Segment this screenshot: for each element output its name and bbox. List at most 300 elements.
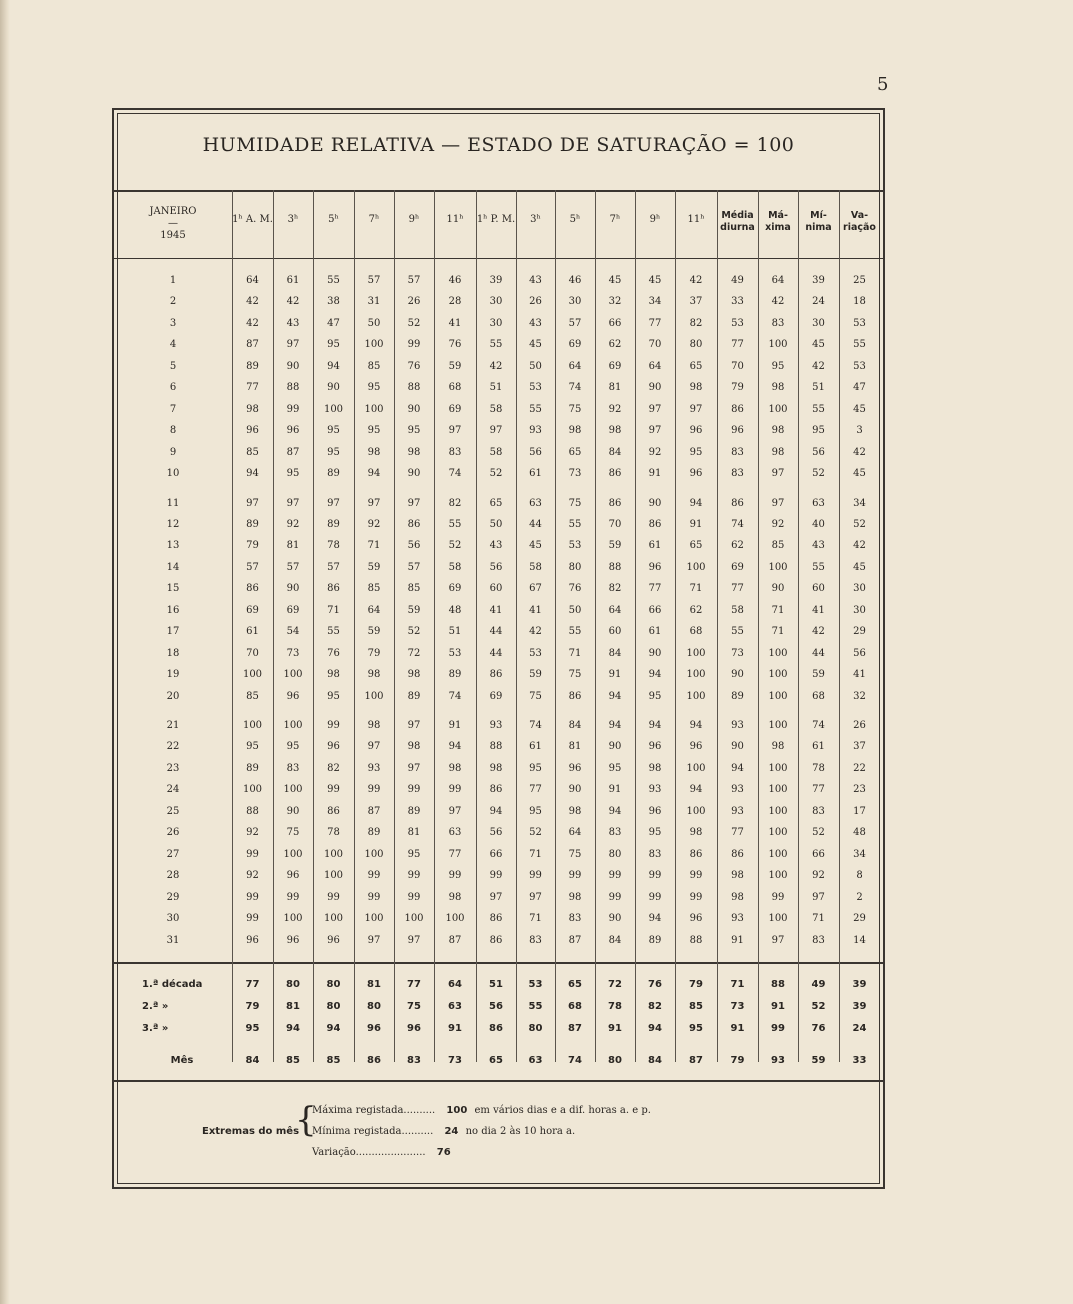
table-cell: 68 (812, 690, 825, 702)
table-cell: 94 (689, 784, 703, 796)
table-cell: 45 (853, 468, 866, 480)
table-cell: 78 (812, 762, 825, 774)
table-cell: 44 (812, 647, 825, 659)
table-cell: 95 (246, 741, 259, 753)
column-header-text: 9ʰ (408, 214, 420, 225)
table-cell: 99 (648, 891, 662, 903)
table-cell: 98 (367, 446, 381, 458)
summary-cell: 99 (771, 1023, 785, 1034)
table-cell: 100 (686, 805, 706, 817)
table-cell: 99 (448, 870, 462, 882)
summary-cell: 83 (407, 1055, 421, 1066)
table-cell: 83 (448, 446, 462, 458)
table-cell: 95 (648, 690, 662, 702)
column-header (516, 214, 555, 226)
table-cell: 82 (327, 762, 340, 774)
table-cell: 96 (648, 741, 662, 753)
table-cell: 74 (812, 720, 825, 731)
table-cell: 93 (731, 720, 744, 731)
table-cell: 74 (448, 468, 462, 480)
table-cell: 97 (407, 720, 421, 731)
table-cell: 100 (768, 669, 788, 681)
table-cell: 94 (608, 720, 622, 731)
table-cell: 79 (731, 382, 744, 394)
table-cell: 95 (407, 425, 421, 437)
column-header-text: 11ʰ (687, 214, 705, 225)
table-cell: 92 (648, 446, 662, 458)
table-cell: 77 (731, 339, 744, 351)
table-cell: 100 (283, 913, 303, 925)
table-cell: 41 (529, 604, 542, 616)
table-cell: 96 (731, 425, 744, 437)
table-cell: 99 (608, 891, 622, 903)
table-cell: 53 (853, 317, 866, 329)
table-cell: 97 (367, 741, 381, 753)
table-cell: 100 (768, 690, 788, 702)
table-cell: 100 (768, 403, 788, 415)
extremes-label-text: Extremas do mês (202, 1126, 300, 1137)
table-cell: 98 (568, 891, 582, 903)
summary-cell: 73 (730, 1001, 745, 1012)
table-cell: 92 (771, 518, 785, 530)
table-cell: 95 (648, 827, 662, 839)
summary-cell: 59 (811, 1055, 826, 1066)
table-cell: 84 (608, 446, 622, 458)
table-cell: 79 (367, 647, 381, 659)
table-cell: 81 (407, 827, 421, 839)
header-divider (114, 258, 883, 259)
column-header-text: Má- xima (765, 210, 791, 233)
table-cell: 100 (364, 403, 384, 415)
table-cell: 54 (286, 626, 300, 638)
summary-label: 2.ª » (142, 1001, 169, 1012)
table-cell: 55 (812, 561, 825, 573)
summary-cell: 76 (648, 979, 662, 990)
table-cell: 94 (689, 720, 703, 731)
table-cell: 98 (367, 720, 381, 731)
table-cell: 90 (407, 403, 421, 415)
table-cell: 57 (407, 561, 421, 573)
var-label: Variação...................... (312, 1147, 426, 1158)
table-cell: 99 (407, 891, 421, 903)
table-cell: 62 (731, 540, 744, 552)
table-cell: 100 (323, 870, 344, 882)
table-cell: 56 (407, 540, 421, 552)
table-cell: 93 (731, 805, 744, 817)
table-cell: 67 (529, 583, 542, 595)
summary-cell: 85 (286, 1055, 300, 1066)
column-header (434, 214, 476, 226)
table-cell: 45 (853, 403, 866, 415)
table-cell: 87 (568, 934, 582, 946)
summary-cell: 95 (689, 1023, 703, 1034)
table-cell: 57 (327, 561, 340, 573)
table-cell: 43 (529, 275, 542, 286)
table-cell: 95 (407, 848, 421, 860)
table-cell: 23 (853, 784, 866, 796)
table-cell: 77 (731, 827, 744, 839)
day-label: 10 (166, 468, 180, 480)
table-cell: 88 (286, 382, 300, 394)
summary-cell: 80 (326, 1001, 341, 1012)
table-cell: 95 (367, 425, 381, 437)
table-cell: 89 (407, 805, 421, 817)
table-cell: 58 (448, 561, 462, 573)
table-cell: 97 (286, 339, 300, 351)
table-cell: 97 (407, 497, 421, 509)
table-cell: 61 (246, 626, 259, 638)
table-cell: 22 (853, 762, 866, 774)
table-cell: 100 (283, 784, 303, 796)
table-cell: 83 (608, 827, 622, 839)
summary-cell: 96 (407, 1023, 421, 1034)
table-cell: 93 (731, 913, 744, 925)
table-cell: 99 (529, 870, 542, 882)
summary-cell: 91 (448, 1023, 462, 1034)
var-value: 76 (436, 1147, 451, 1158)
table-cell: 52 (407, 317, 421, 329)
table-cell: 86 (489, 669, 503, 681)
table-cell: 97 (489, 425, 503, 437)
table-cell: 94 (689, 497, 703, 509)
day-label: 19 (166, 669, 180, 681)
table-cell: 41 (812, 604, 825, 616)
table-cell: 42 (529, 626, 542, 638)
table-cell: 85 (246, 446, 259, 458)
day-label: 9 (169, 446, 177, 458)
table-cell: 43 (489, 540, 503, 552)
table-cell: 81 (286, 540, 300, 552)
table-cell: 98 (407, 446, 421, 458)
table-cell: 100 (686, 762, 706, 774)
table-cell: 2 (856, 891, 863, 903)
table-cell: 14 (853, 934, 866, 946)
table-cell: 96 (689, 741, 703, 753)
table-cell: 30 (853, 604, 866, 616)
table-cell: 90 (286, 583, 300, 595)
column-header-text: 1ʰ A. M. (232, 214, 273, 225)
table-cell: 70 (608, 518, 622, 530)
day-label: 15 (166, 583, 180, 595)
table-cell: 93 (648, 784, 662, 796)
table-cell: 94 (731, 762, 744, 774)
table-cell: 45 (529, 339, 542, 351)
table-cell: 55 (327, 626, 340, 638)
table-cell: 87 (246, 339, 259, 351)
table-cell: 57 (286, 561, 300, 573)
column-header-text: Mí- nima (805, 210, 832, 233)
table-cell: 97 (286, 497, 300, 509)
table-cell: 95 (812, 425, 825, 437)
summary-cell: 79 (245, 1001, 260, 1012)
table-cell: 97 (407, 762, 421, 774)
table-cell: 64 (608, 604, 622, 616)
day-label: 5 (169, 360, 177, 372)
summary-cell: 88 (771, 979, 785, 990)
summary-cell: 80 (367, 1001, 381, 1012)
summary-cell: 52 (811, 1001, 826, 1012)
summary-cell: 93 (771, 1055, 785, 1066)
column-header (354, 214, 394, 226)
table-cell: 52 (812, 468, 825, 480)
table-cell: 69 (568, 339, 582, 351)
table-cell: 100 (364, 913, 384, 925)
table-cell: 91 (689, 518, 703, 530)
table-cell: 100 (686, 669, 706, 681)
summary-cell: 80 (528, 1023, 543, 1034)
table-cell: 100 (445, 913, 465, 925)
summary-cell: 39 (852, 1001, 867, 1012)
table-cell: 42 (286, 296, 300, 308)
table-cell: 98 (771, 446, 785, 458)
table-cell: 100 (768, 827, 788, 839)
table-cell: 17 (853, 805, 866, 817)
table-cell: 69 (246, 604, 259, 616)
summary-cell: 79 (730, 1055, 745, 1066)
table-cell: 61 (286, 275, 300, 286)
table-cell: 96 (568, 762, 582, 774)
table-cell: 69 (448, 403, 462, 415)
summary-cell: 91 (730, 1023, 745, 1034)
table-cell: 60 (489, 583, 503, 595)
table-cell: 89 (448, 669, 462, 681)
table-cell: 65 (689, 360, 703, 372)
table-cell: 85 (246, 690, 259, 702)
table-cell: 90 (648, 647, 662, 659)
table-cell: 65 (689, 540, 703, 552)
summary-divider (114, 962, 883, 964)
table-cell: 32 (608, 296, 622, 308)
table-cell: 97 (689, 403, 703, 415)
table-cell: 64 (568, 360, 582, 372)
table-cell: 47 (327, 317, 340, 329)
min-value: 24 (444, 1126, 459, 1137)
table-cell: 3 (856, 425, 863, 437)
table-cell: 34 (853, 848, 866, 860)
table-cell: 86 (489, 784, 503, 796)
table-cell: 89 (246, 518, 259, 530)
table-cell: 100 (323, 913, 344, 925)
day-label: 24 (166, 784, 180, 796)
day-label: 4 (169, 339, 177, 351)
summary-cell: 80 (608, 1055, 622, 1066)
table-cell: 59 (812, 669, 825, 681)
table-cell: 97 (407, 934, 421, 946)
day-label: 3 (169, 317, 177, 329)
table-cell: 30 (853, 583, 866, 595)
table-cell: 55 (327, 275, 340, 286)
summary-cell: 65 (568, 979, 582, 990)
table-cell: 59 (367, 561, 381, 573)
summary-label: 3.ª » (142, 1023, 169, 1034)
table-cell: 76 (327, 647, 340, 659)
table-cell: 46 (568, 275, 582, 286)
table-cell: 49 (731, 275, 744, 286)
table-cell: 28 (448, 296, 462, 308)
table-cell: 99 (771, 891, 785, 903)
table-cell: 69 (489, 690, 503, 702)
table-cell: 69 (286, 604, 300, 616)
day-label: 8 (169, 425, 177, 437)
table-cell: 99 (367, 784, 381, 796)
table-cell: 69 (608, 360, 622, 372)
table-cell: 56 (853, 647, 866, 659)
day-label: 27 (166, 848, 180, 860)
summary-cell: 56 (489, 1001, 503, 1012)
table-cell: 45 (812, 339, 825, 351)
column-header-text: 7ʰ (609, 214, 621, 225)
table-cell: 26 (529, 296, 542, 308)
table-cell: 97 (448, 425, 462, 437)
column-header (635, 214, 675, 226)
day-label: 20 (166, 690, 180, 702)
table-cell: 93 (367, 762, 381, 774)
table-cell: 30 (489, 317, 503, 329)
column-header (839, 210, 880, 234)
table-cell: 57 (367, 275, 381, 286)
summary-cell: 64 (448, 979, 462, 990)
table-cell: 88 (489, 741, 503, 753)
table-cell: 52 (489, 468, 503, 480)
table-cell: 51 (812, 382, 825, 394)
table-cell: 97 (246, 497, 259, 509)
table-cell: 29 (853, 626, 866, 638)
table-cell: 53 (731, 317, 744, 329)
table-cell: 42 (246, 296, 259, 308)
table-cell: 89 (246, 762, 259, 774)
table-cell: 97 (771, 497, 785, 509)
table-cell: 92 (286, 518, 300, 530)
table-cell: 44 (489, 647, 503, 659)
table-cell: 65 (568, 446, 582, 458)
table-cell: 87 (286, 446, 300, 458)
table-cell: 83 (568, 913, 582, 925)
column-header-text: 5ʰ (569, 214, 581, 225)
table-cell: 95 (771, 360, 785, 372)
table-cell: 61 (648, 540, 662, 552)
table-cell: 65 (489, 497, 503, 509)
table-cell: 75 (568, 669, 582, 681)
table-cell: 75 (286, 827, 300, 839)
table-cell: 80 (689, 339, 703, 351)
table-cell: 56 (489, 827, 503, 839)
table-cell: 99 (407, 339, 421, 351)
table-cell: 52 (853, 518, 866, 530)
table-cell: 41 (489, 604, 503, 616)
table-cell: 100 (768, 848, 788, 860)
table-cell: 83 (529, 934, 542, 946)
column-header-text: 11ʰ (446, 214, 464, 225)
table-cell: 51 (448, 626, 462, 638)
table-cell: 99 (489, 870, 503, 882)
table-cell: 42 (246, 317, 259, 329)
summary-cell: 84 (648, 1055, 662, 1066)
table-cell: 72 (407, 647, 421, 659)
table-cell: 97 (771, 934, 785, 946)
table-cell: 42 (812, 626, 825, 638)
table-cell: 61 (529, 741, 542, 753)
table-cell: 97 (529, 891, 542, 903)
table-cell: 61 (812, 741, 825, 753)
table-cell: 94 (246, 468, 259, 480)
table-cell: 71 (367, 540, 381, 552)
table-cell: 55 (529, 403, 542, 415)
table-cell: 90 (608, 741, 622, 753)
table-cell: 95 (327, 446, 340, 458)
table-cell: 59 (367, 626, 381, 638)
table-cell: 77 (812, 784, 825, 796)
table-cell: 100 (686, 561, 706, 573)
table-cell: 96 (689, 425, 703, 437)
table-cell: 75 (568, 403, 582, 415)
table-cell: 97 (648, 403, 662, 415)
day-label: 12 (166, 518, 180, 530)
table-cell: 94 (648, 720, 662, 731)
table-cell: 64 (367, 604, 381, 616)
table-cell: 99 (286, 403, 300, 415)
table-cell: 76 (568, 583, 582, 595)
table-cell: 59 (608, 540, 622, 552)
summary-cell: 95 (245, 1023, 260, 1034)
table-cell: 38 (327, 296, 340, 308)
summary-cell: 81 (286, 1001, 300, 1012)
table-cell: 43 (812, 540, 825, 552)
table-cell: 52 (407, 626, 421, 638)
table-cell: 57 (568, 317, 582, 329)
table-cell: 62 (689, 604, 703, 616)
day-label: 1 (169, 275, 177, 286)
table-cell: 81 (608, 382, 622, 394)
day-label: 29 (166, 891, 180, 903)
table-cell: 95 (367, 382, 381, 394)
table-cell: 80 (608, 848, 622, 860)
table-cell: 100 (283, 848, 303, 860)
table-cell: 30 (812, 317, 825, 329)
column-header-text: 5ʰ (328, 214, 339, 225)
table-cell: 94 (367, 468, 381, 480)
table-cell: 77 (648, 317, 662, 329)
table-cell: 48 (448, 604, 462, 616)
column-header-text: 3ʰ (287, 214, 299, 225)
table-cell: 77 (448, 848, 462, 860)
column-header (758, 210, 798, 234)
table-cell: 86 (327, 805, 340, 817)
table-cell: 84 (608, 934, 622, 946)
title-divider (114, 190, 883, 192)
table-cell: 90 (608, 913, 622, 925)
table-cell: 97 (367, 934, 381, 946)
month-label: JANEIRO (149, 206, 197, 217)
table-cell: 99 (327, 891, 340, 903)
table-cell: 34 (648, 296, 662, 308)
table-cell: 50 (529, 360, 542, 372)
summary-cell: 55 (528, 1001, 543, 1012)
table-cell: 39 (812, 275, 825, 286)
table-cell: 99 (246, 848, 259, 860)
table-cell: 64 (246, 275, 259, 286)
table-cell: 95 (608, 762, 622, 774)
table-cell: 79 (246, 540, 259, 552)
table-cell: 98 (648, 762, 662, 774)
table-cell: 55 (489, 339, 503, 351)
table-cell: 69 (448, 583, 462, 595)
table-cell: 98 (327, 669, 340, 681)
table-cell: 99 (286, 891, 300, 903)
table-cell: 89 (648, 934, 662, 946)
table-cell: 75 (568, 848, 582, 860)
extremes-label (202, 1125, 299, 1139)
day-label: 16 (166, 604, 180, 616)
